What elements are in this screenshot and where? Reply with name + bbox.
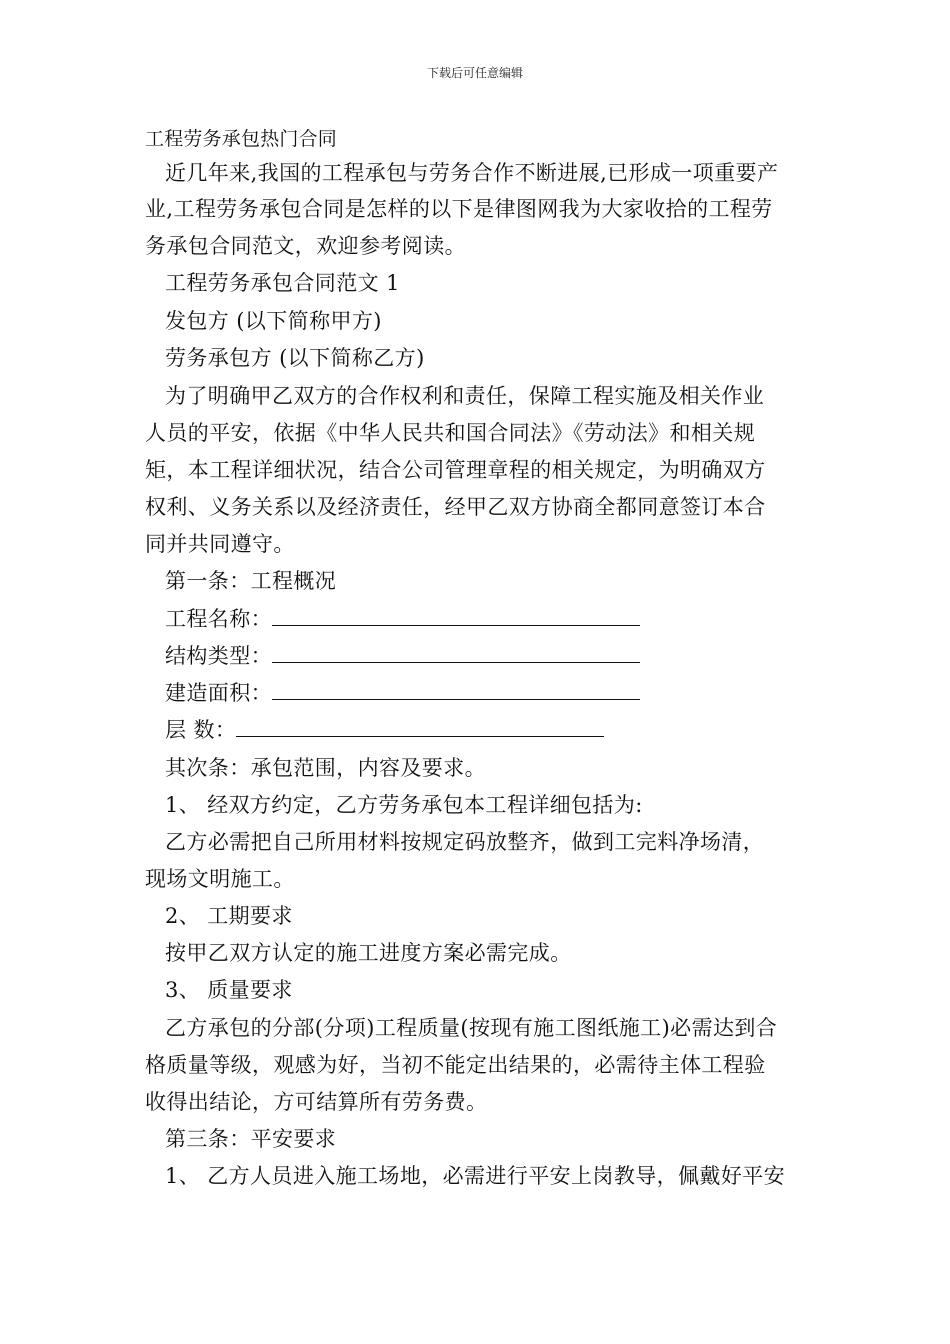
field-label: 建造面积： — [165, 681, 272, 705]
blank-line — [272, 605, 640, 626]
article-1-heading: 第一条：工程概况 — [165, 569, 337, 593]
article-2-heading: 其次条：承包范围，内容及要求。 — [165, 756, 486, 780]
intro-line: 近几年来,我国的工程承包与劳务合作不断进展,已形成一项重要产 — [165, 161, 779, 185]
preamble-line: 同并共同遵守。 — [145, 532, 295, 556]
article-2-item-1: 1、 经双方约定，乙方劳务承包本工程详细包括为: — [165, 793, 643, 817]
party-b-line: 劳务承包方 (以下简称乙方) — [165, 346, 425, 370]
blank-line — [272, 679, 640, 700]
article-2-item-3-text: 乙方承包的分部(分项)工程质量(按现有施工图纸施工)必需达到合 — [165, 1016, 778, 1040]
article-2-item-2: 2、 工期要求 — [165, 904, 293, 928]
field-project-name — [165, 605, 810, 632]
article-2-item-2-text: 按甲乙双方认定的施工进度方案必需完成。 — [165, 941, 572, 965]
field-label: 工程名称： — [165, 607, 272, 631]
field-label: 层 数： — [165, 718, 237, 742]
article-3-heading: 第三条：平安要求 — [165, 1127, 337, 1151]
party-a-line: 发包方 (以下简称甲方) — [165, 309, 382, 333]
preamble-line: 矩，本工程详细状况，结合公司管理章程的相关规定，为明确双方 — [145, 458, 766, 482]
field-label: 结构类型： — [165, 644, 272, 668]
field-floors — [165, 716, 810, 743]
article-2-item-1-text: 乙方必需把自己所用材料按规定码放整齐，做到工完料净场清， — [165, 830, 765, 854]
intro-line: 业,工程劳务承包合同是怎样的以下是律图网我为大家收拾的工程劳 — [145, 197, 773, 221]
article-2-item-3: 3、 质量要求 — [165, 978, 293, 1002]
preamble-line: 权利、义务关系以及经济责任，经甲乙双方协商全都同意签订本合 — [145, 495, 766, 519]
header-watermark: 下载后可任意编辑 — [426, 66, 523, 80]
article-2-item-1-text: 现场文明施工。 — [145, 867, 295, 891]
intro-line: 务承包合同范文，欢迎参考阅读。 — [145, 234, 466, 258]
blank-line — [272, 642, 640, 663]
document-title: 工程劳务承包热门合同 — [145, 128, 338, 150]
field-building-area — [165, 679, 810, 706]
article-3-item-1: 1、 乙方人员进入施工场地，必需进行平安上岗教导，佩戴好平安 — [165, 1164, 786, 1188]
preamble-line: 人员的平安，依据《中华人民共和国合同法》《劳动法》和相关规 — [145, 421, 756, 445]
preamble-line: 为了明确甲乙双方的合作权利和责任，保障工程实施及相关作业 — [165, 384, 765, 408]
field-structure-type — [165, 642, 810, 669]
sample-heading: 工程劳务承包合同范文 1 — [165, 271, 400, 295]
article-2-item-3-text: 收得出结论，方可结算所有劳务费。 — [145, 1090, 488, 1114]
article-2-item-3-text: 格质量等级，观感为好，当初不能定出结果的，必需待主体工程验 — [145, 1053, 766, 1077]
blank-line — [236, 716, 604, 737]
